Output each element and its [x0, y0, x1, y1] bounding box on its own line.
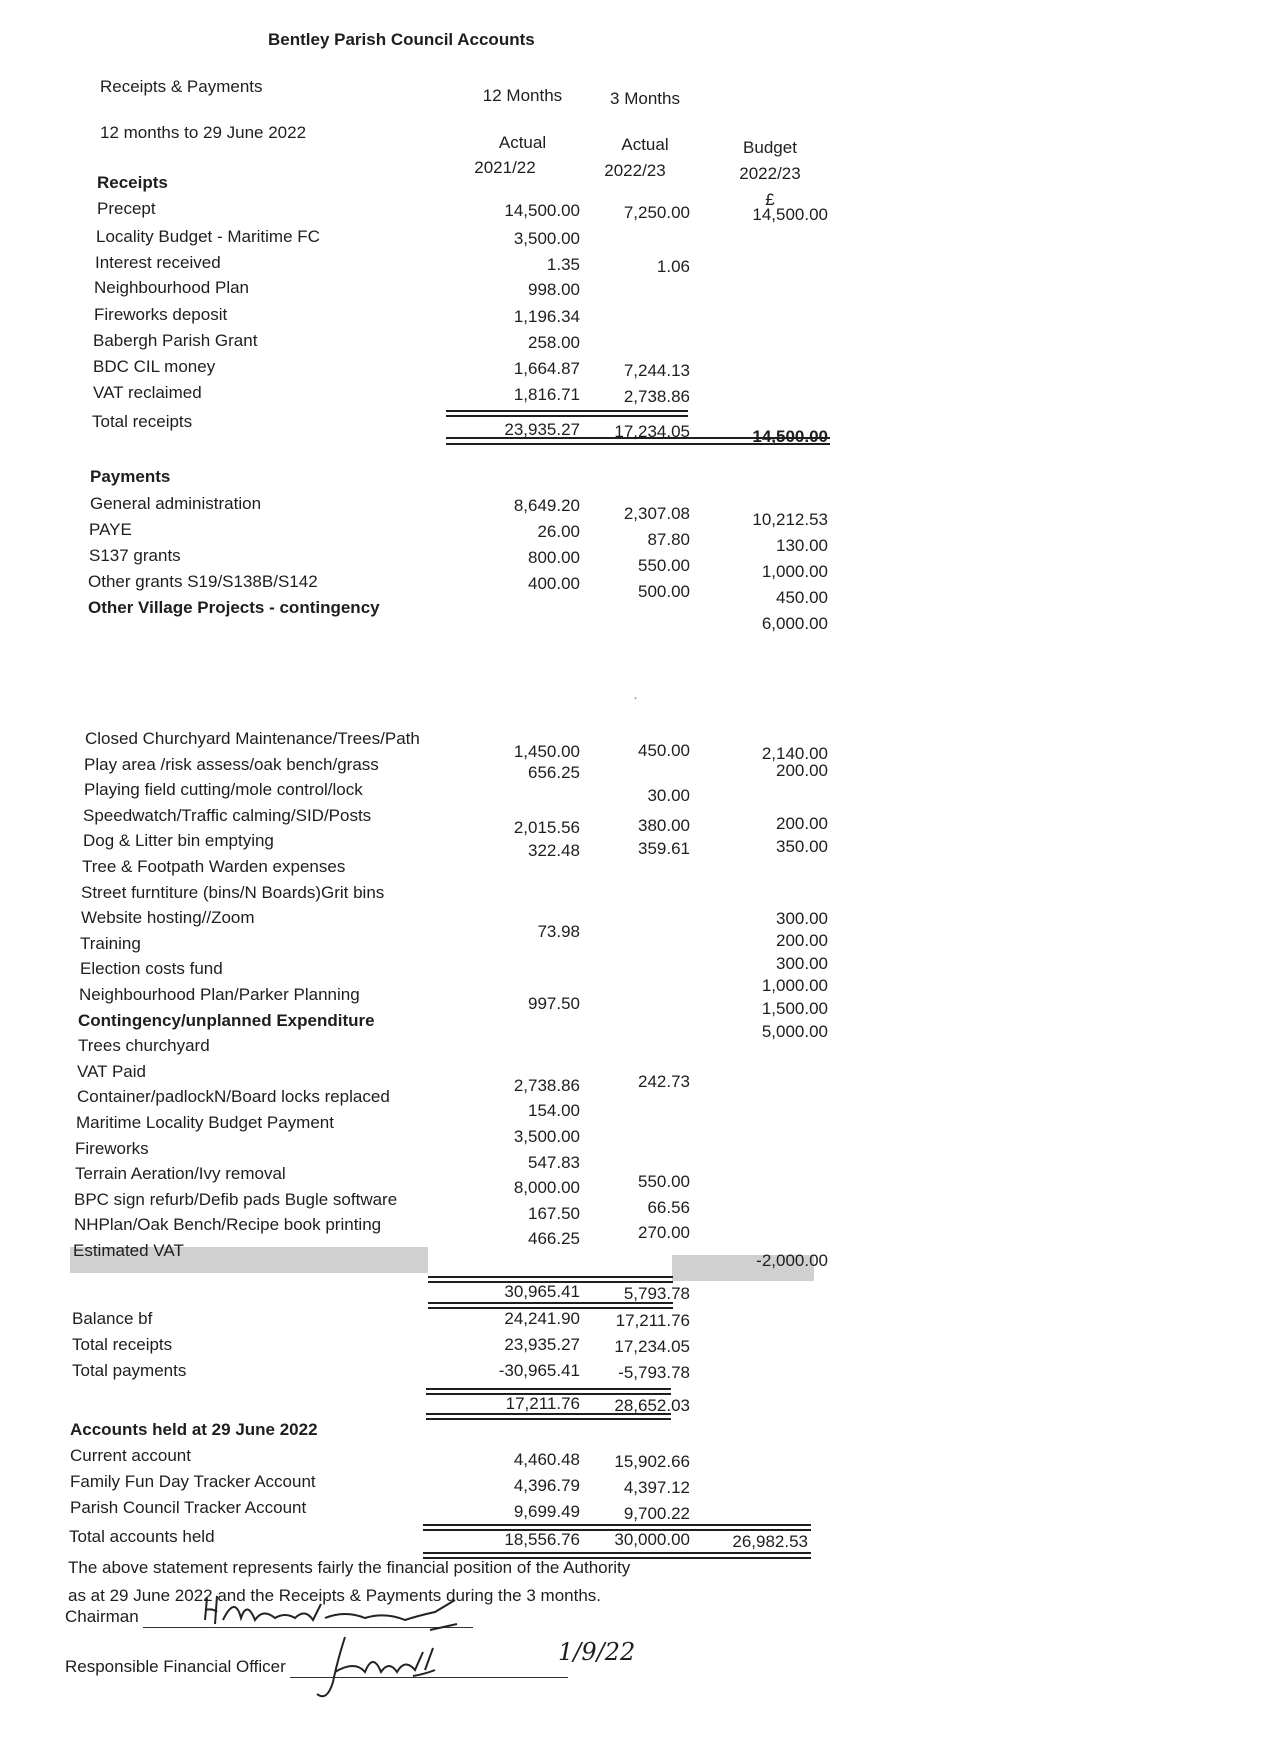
page-title: Bentley Parish Council Accounts [268, 30, 535, 49]
value-budget-2022-23: -2,000.00 [756, 1251, 828, 1270]
row-label: Parish Council Tracker Account [70, 1498, 307, 1517]
row-label: Other grants S19/S138B/S142 [88, 572, 318, 591]
row-label: Trees churchyard [78, 1036, 210, 1056]
total-receipts-actual-2021-22: 23,935.27 [504, 420, 580, 439]
row-label: Tree & Footpath Warden expenses [82, 857, 346, 876]
value-actual-2022-23: -5,793.78 [618, 1363, 690, 1382]
value-actual-2022-23: 7,244.13 [623, 361, 690, 380]
value-actual-2021-22: 3,500.00 [513, 229, 580, 248]
value-actual-2021-22: 73.98 [537, 922, 580, 942]
value-budget-2022-23: 300.00 [776, 953, 828, 973]
row-label: Current account [70, 1446, 191, 1465]
value-actual-2021-22: 154.00 [528, 1101, 580, 1121]
row-label: Precept [97, 199, 156, 218]
value-actual-2022-23: 1.06 [656, 257, 690, 276]
row-label: Terrain Aeration/Ivy removal [75, 1164, 286, 1184]
row-label: Total receipts [72, 1335, 173, 1354]
row-label: Dog & Litter bin emptying [83, 831, 274, 851]
value-actual-2021-22: 1,196.34 [513, 307, 580, 326]
value-budget-2022-23: 1,500.00 [761, 999, 828, 1018]
value-actual-2022-23: 17,211.76 [615, 1311, 690, 1330]
value-budget-2022-23: 14,500.00 [752, 205, 828, 224]
row-label: VAT reclaimed [93, 383, 202, 402]
value-budget-2022-23: 200.00 [776, 760, 828, 780]
row-label: Estimated VAT [73, 1241, 184, 1260]
value-actual-2021-22: 258.00 [528, 333, 580, 352]
signature-date: 1/9/22 [558, 1638, 636, 1666]
value-actual-2021-22: 26.00 [537, 522, 580, 541]
row-label: Interest received [95, 253, 221, 272]
total-receipts-label: Total receipts [92, 412, 193, 431]
row-label: Balance bf [72, 1309, 153, 1328]
value-actual-2021-22: 4,396.79 [513, 1476, 580, 1495]
value-budget-2022-23: 450.00 [776, 588, 828, 607]
value-budget-2022-23: 200.00 [776, 931, 828, 951]
value-actual-2022-23: 9,700.22 [623, 1504, 690, 1523]
row-label: General administration [90, 494, 262, 513]
value-actual-2021-22: -30,965.41 [498, 1361, 580, 1380]
row-label: Family Fun Day Tracker Account [70, 1472, 316, 1491]
value-actual-2021-22: 998.00 [528, 280, 580, 299]
row-label: Playing field cutting/mole control/lock [84, 780, 363, 800]
value-actual-2021-22: 23,935.27 [504, 1335, 580, 1354]
value-actual-2021-22: 1,664.87 [513, 359, 580, 378]
period-label: 12 months to 29 June 2022 [100, 123, 307, 142]
value-actual-2021-22: 8,649.20 [513, 496, 580, 515]
row-label: Locality Budget - Maritime FC [96, 227, 320, 246]
total-accounts-actual-2021-22: 18,556.76 [504, 1530, 580, 1549]
row-label: VAT Paid [77, 1061, 146, 1081]
row-label: Play area /risk assess/oak bench/grass [84, 754, 379, 774]
value-actual-2021-22: 1,816.71 [513, 385, 580, 404]
value-actual-2022-23: 242.73 [638, 1071, 690, 1091]
value-actual-2022-23: 87.80 [647, 530, 690, 549]
statement-line-1: The above statement represents fairly the financial position of the Authority [68, 1558, 631, 1577]
row-label: Speedwatch/Traffic calming/SID/Posts [83, 805, 372, 825]
row-label: Maritime Locality Budget Payment [76, 1113, 334, 1132]
value-actual-2021-22: 656.25 [528, 763, 580, 782]
value-actual-2021-22: 466.25 [528, 1229, 580, 1249]
statement-subtitle: Receipts & Payments [100, 77, 263, 96]
value-actual-2021-22: 24,241.90 [504, 1309, 580, 1328]
value-actual-2021-22: 547.83 [528, 1152, 580, 1172]
total-receipts-budget: 14,500.00 [752, 427, 828, 446]
value-actual-2022-23: 15,902.66 [614, 1452, 690, 1471]
rfo-signature [315, 1632, 465, 1707]
row-label: Website hosting//Zoom [81, 908, 255, 928]
row-label: Training [80, 933, 141, 953]
value-actual-2021-22: 1.35 [546, 255, 580, 274]
balance-total-actual-2021-22: 17,211.76 [505, 1394, 580, 1413]
value-actual-2022-23: 359.61 [638, 839, 690, 859]
value-actual-2021-22: 3,500.00 [513, 1127, 580, 1146]
value-budget-2022-23: 6,000.00 [761, 614, 828, 633]
value-budget-2022-23: 1,000.00 [761, 976, 828, 996]
value-actual-2022-23: 550.00 [638, 556, 690, 575]
row-label: Election costs fund [80, 959, 223, 979]
col2-year: 2022/23 [604, 161, 666, 180]
receipts-heading: Receipts [97, 173, 168, 192]
value-actual-2022-23: 380.00 [638, 815, 690, 835]
currency-symbol: £ [765, 190, 775, 209]
value-actual-2021-22: 14,500.00 [504, 201, 580, 220]
value-actual-2022-23: 66.56 [647, 1197, 690, 1217]
value-actual-2022-23: 550.00 [638, 1172, 690, 1192]
value-actual-2021-22: 167.50 [528, 1203, 580, 1223]
value-budget-2022-23: 200.00 [776, 813, 828, 833]
row-label: Neighbourhood Plan/Parker Planning [79, 985, 360, 1004]
value-budget-2022-23: 10,212.53 [752, 510, 828, 529]
value-actual-2021-22: 400.00 [528, 574, 580, 593]
value-budget-2022-23: 300.00 [776, 908, 828, 928]
value-actual-2022-23: 7,250.00 [623, 203, 690, 222]
row-label: Neighbourhood Plan [94, 278, 250, 297]
balance-total-actual-2022-23: 28,652.03 [614, 1396, 690, 1415]
row-label: BDC CIL money [93, 357, 216, 376]
col1-period: 12 Months [482, 86, 563, 105]
row-label: PAYE [89, 520, 132, 539]
row-label: Babergh Parish Grant [93, 331, 258, 350]
value-actual-2022-23: 2,307.08 [623, 504, 690, 523]
value-actual-2022-23: 4,397.12 [623, 1478, 690, 1497]
total-receipts-actual-2022-23: 17,234.05 [614, 422, 690, 441]
total-accounts-label: Total accounts held [69, 1527, 215, 1546]
col2-period: 3 Months [610, 89, 680, 108]
payments-heading: Payments [90, 467, 171, 486]
value-actual-2021-22: 1,450.00 [513, 742, 580, 761]
row-label: Fireworks deposit [94, 305, 228, 324]
row-label: Fireworks [75, 1138, 149, 1158]
row-label: Contingency/unplanned Expenditure [78, 1010, 375, 1030]
value-actual-2021-22: 800.00 [528, 548, 580, 567]
value-budget-2022-23: 2,140.00 [761, 744, 828, 763]
value-budget-2022-23: 130.00 [776, 536, 828, 555]
row-label: BPC sign refurb/Defib pads Bugle software [74, 1189, 398, 1209]
value-actual-2021-22: 9,699.49 [513, 1502, 580, 1521]
row-label: Closed Churchyard Maintenance/Trees/Path [85, 729, 420, 748]
total-accounts-budget: 26,982.53 [732, 1532, 808, 1551]
total-payments-actual-2021-22: 30,965.41 [504, 1282, 580, 1301]
value-actual-2022-23: 2,738.86 [623, 387, 690, 406]
value-actual-2022-23: 17,234.05 [614, 1337, 690, 1356]
row-label: Total payments [72, 1361, 187, 1380]
total-accounts-actual-2022-23: 30,000.00 [614, 1530, 690, 1549]
col1-heading: Actual [498, 133, 547, 152]
value-actual-2021-22: 997.50 [528, 994, 580, 1013]
row-label: S137 grants [89, 546, 181, 565]
value-actual-2021-22: 8,000.00 [513, 1178, 580, 1198]
row-label: Street furntiture (bins/N Boards)Grit bins [81, 882, 385, 902]
value-actual-2022-23: 30.00 [647, 786, 690, 806]
statement-line-2: as at 29 June 2022 and the Receipts & Payments during the 3 months. [68, 1586, 602, 1605]
col3-year: 2022/23 [739, 164, 801, 183]
value-actual-2022-23: 270.00 [638, 1223, 690, 1243]
row-label: Container/padlockN/Board locks replaced [77, 1087, 390, 1107]
value-actual-2021-22: 2,738.86 [513, 1075, 580, 1095]
rfo-label: Responsible Financial Officer [65, 1657, 286, 1676]
pencil-tick-mark: · [633, 689, 638, 706]
value-budget-2022-23: 1,000.00 [761, 562, 828, 581]
value-actual-2021-22: 4,460.48 [513, 1450, 580, 1469]
row-label: NHPlan/Oak Bench/Recipe book printing [74, 1215, 382, 1235]
total-payments-actual-2022-23: 5,793.78 [623, 1284, 690, 1303]
col3-heading: Budget [743, 138, 797, 157]
value-actual-2021-22: 2,015.56 [513, 817, 580, 837]
value-actual-2022-23: 500.00 [638, 582, 690, 601]
value-actual-2022-23: 450.00 [638, 741, 690, 760]
chairman-label: Chairman [65, 1607, 139, 1626]
col2-heading: Actual [621, 135, 669, 154]
accounts-heading: Accounts held at 29 June 2022 [70, 1420, 318, 1439]
value-budget-2022-23: 350.00 [776, 837, 828, 857]
value-actual-2021-22: 322.48 [528, 841, 580, 861]
value-budget-2022-23: 5,000.00 [761, 1021, 828, 1041]
col1-year: 2021/22 [474, 158, 536, 177]
row-label: Other Village Projects - contingency [88, 598, 380, 617]
